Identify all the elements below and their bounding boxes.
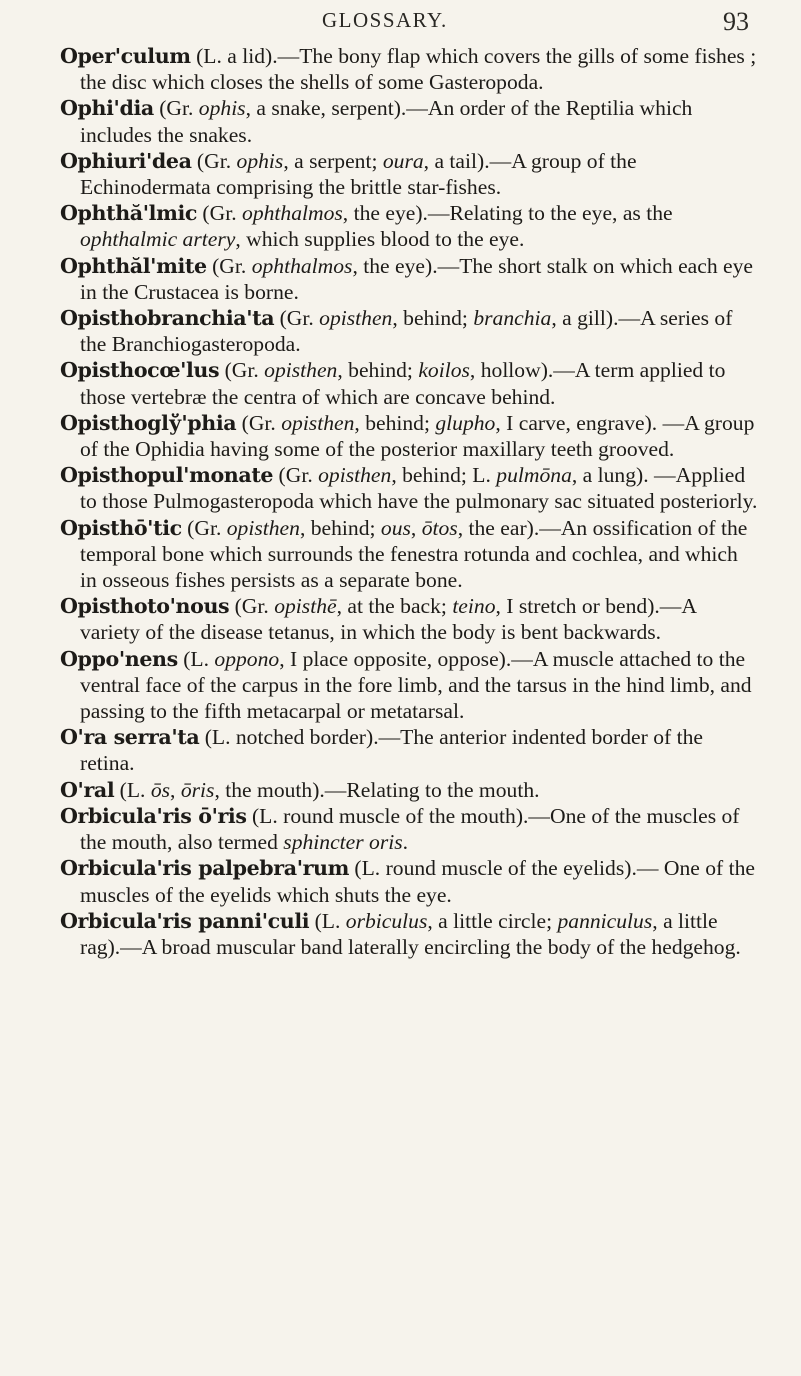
entry-headword: Orbicula'ris panni'culi bbox=[60, 908, 310, 933]
glossary-entry bbox=[60, 593, 758, 645]
entry-definition-text: , a serpent; bbox=[283, 148, 383, 173]
entry-term-italic: teino bbox=[452, 594, 496, 619]
entry-definition-text: , a lung). —Applied to those Pulmogasteropoda which have the pulmonary sac situated posteriorly. bbox=[80, 463, 758, 514]
entry-definition-text: , which supplies blood to the eye. bbox=[235, 227, 525, 252]
entry-definition-text: (Gr. bbox=[206, 253, 252, 278]
entry-definition-text: (Gr. bbox=[229, 594, 275, 619]
entry-definition-text: , behind; bbox=[337, 358, 419, 383]
entry-term-italic: ophis bbox=[236, 148, 284, 173]
entry-definition-text: , bbox=[170, 777, 181, 802]
glossary-entry bbox=[60, 148, 758, 200]
entry-term-italic: ōs bbox=[150, 777, 171, 802]
entry-headword: Ophiuri'dea bbox=[60, 148, 192, 173]
glossary-entry bbox=[60, 724, 758, 776]
glossary-entry bbox=[60, 253, 758, 305]
entry-term-italic: sphincter oris bbox=[283, 830, 403, 855]
entry-headword: Ophthă'lmic bbox=[60, 201, 198, 226]
entry-definition-text: (L. bbox=[114, 777, 151, 802]
running-head bbox=[0, 6, 801, 40]
entry-headword: Opisthopul'monate bbox=[60, 463, 274, 488]
entry-definition-text: , the mouth).—Relating to the mouth. bbox=[214, 777, 540, 802]
entry-definition-text: , hollow).—A term applied to those vertebræ the centra of which are concave behind. bbox=[80, 358, 726, 409]
entry-definition-text: (Gr. bbox=[219, 358, 265, 383]
entry-term-italic: ophthalmos bbox=[242, 201, 343, 226]
entry-definition-text: , the ear).—An ossification of the temporal bone which surrounds the fenestra rotunda and cochlea, and which in osseous fishes persists as a separate bone. bbox=[80, 515, 748, 593]
entry-term-italic: opisthen bbox=[319, 306, 393, 331]
glossary-entry bbox=[60, 95, 758, 147]
entry-definition-text: (L. round muscle of the eyelids).— One of the muscles of the eyelids which shuts the eye. bbox=[80, 856, 755, 907]
entry-definition-text: , I carve, engrave). —A group of the Ophidia having some of the posterior maxillary teeth grooved. bbox=[80, 410, 755, 462]
entry-definition-text: , at the back; bbox=[336, 594, 453, 619]
glossary-entries bbox=[60, 43, 758, 960]
entry-definition-text: , behind; bbox=[299, 515, 381, 540]
glossary-entry bbox=[60, 777, 758, 803]
entry-term-italic: oppono bbox=[214, 646, 280, 671]
entry-term-italic: opisthē bbox=[274, 594, 337, 619]
entry-definition-text: , bbox=[410, 515, 422, 540]
glossary-entry bbox=[60, 200, 758, 252]
entry-term-italic: orbiculus bbox=[345, 908, 428, 933]
entry-headword: Ophthăl'mite bbox=[60, 253, 207, 278]
entry-term-italic: opisthen bbox=[318, 463, 392, 488]
entry-definition-text: , behind; L. bbox=[391, 463, 497, 488]
entry-headword: Opisthocœ'lus bbox=[60, 358, 220, 383]
entry-definition-text: , a little rag).—A broad muscular band laterally encircling the body of the hedgehog. bbox=[80, 908, 741, 959]
entry-definition-text: (L. a lid).—The bony flap which covers the gills of some fishes ; the disc which closes the shells of some Gasteropoda. bbox=[80, 44, 757, 95]
glossary-entry bbox=[60, 410, 758, 462]
glossary-entry bbox=[60, 357, 758, 409]
entry-term-italic: ophthalmic artery bbox=[80, 227, 236, 252]
entry-headword: O'ral bbox=[60, 777, 115, 802]
glossary-entry bbox=[60, 515, 758, 594]
entry-definition-text: (Gr. bbox=[273, 463, 319, 488]
glossary-entry bbox=[60, 646, 758, 725]
entry-headword: Opisthoglў'phia bbox=[60, 410, 237, 435]
glossary-entry bbox=[60, 305, 758, 357]
entry-headword: Orbicula'ris palpebra'rum bbox=[60, 856, 350, 881]
entry-headword: Opisthoto'nous bbox=[60, 594, 230, 619]
entry-term-italic: ous bbox=[380, 515, 411, 540]
entry-definition-text: , a snake, serpent).—An order of the Reptilia which includes the snakes. bbox=[80, 96, 693, 147]
entry-definition-text: (L. notched border).—The anterior indented border of the retina. bbox=[80, 725, 703, 776]
entry-term-italic: ōtos bbox=[421, 515, 458, 540]
entry-definition-text: , I place opposite, oppose).—A muscle attached to the ventral face of the carpus in the fore limb, and the tarsus in the hind limb, and passing to the fifth metacarpal or metatarsal. bbox=[80, 646, 752, 724]
entry-term-italic: ophthalmos bbox=[251, 253, 353, 278]
entry-definition-text: , I stretch or bend).—A variety of the disease tetanus, in which the body is bent backwards. bbox=[80, 594, 696, 645]
entry-term-italic: opisthen bbox=[226, 515, 300, 540]
entry-headword: Oper'culum bbox=[60, 44, 191, 68]
entry-definition-text: (Gr. bbox=[197, 201, 243, 226]
entry-headword: Opisthō'tic bbox=[60, 515, 182, 540]
entry-headword: Oppo'nens bbox=[60, 646, 178, 671]
entry-definition-text: (Gr. bbox=[181, 515, 227, 540]
entry-headword: Opisthobranchia'ta bbox=[60, 306, 275, 331]
entry-term-italic: koilos bbox=[418, 358, 470, 383]
entry-definition-text: , behind; bbox=[354, 410, 436, 435]
entry-definition-text: (L. bbox=[177, 646, 215, 671]
entry-headword: O'ra serra'ta bbox=[60, 725, 200, 750]
entry-term-italic: oura bbox=[382, 148, 424, 173]
glossary-entry bbox=[60, 855, 758, 907]
page-number: 93 bbox=[723, 7, 749, 36]
glossary-entry bbox=[60, 803, 758, 855]
glossary-entry bbox=[60, 43, 758, 95]
entry-term-italic: opisthen bbox=[264, 358, 338, 383]
entry-definition-text: (Gr. bbox=[153, 96, 199, 121]
glossary-entry bbox=[60, 908, 758, 960]
entry-definition-text: , a tail).—A group of the Echinodermata comprising the brittle star-fishes. bbox=[80, 148, 637, 200]
running-title: GLOSSARY. bbox=[322, 8, 448, 32]
entry-definition-text: , the eye).—Relating to the eye, as the bbox=[342, 201, 673, 226]
entry-definition-text: , a little circle; bbox=[427, 908, 558, 933]
entry-headword: Orbicula'ris ō'ris bbox=[60, 803, 247, 828]
entry-term-italic: pulmōna bbox=[496, 463, 572, 488]
entry-term-italic: ophis bbox=[198, 96, 246, 121]
entry-definition-text: (Gr. bbox=[274, 306, 320, 331]
entry-definition-text: , behind; bbox=[392, 306, 474, 331]
entry-definition-text: . bbox=[402, 830, 409, 855]
entry-term-italic: branchia bbox=[473, 306, 552, 331]
entry-headword: Ophi'dia bbox=[60, 96, 154, 121]
entry-term-italic: glupho bbox=[435, 410, 496, 435]
entry-term-italic: panniculus bbox=[557, 908, 653, 933]
entry-term-italic: ōris bbox=[180, 777, 215, 802]
entry-definition-text: (Gr. bbox=[191, 148, 237, 173]
glossary-entry bbox=[60, 462, 758, 514]
entry-term-italic: opisthen bbox=[281, 410, 355, 435]
entry-definition-text: (Gr. bbox=[236, 410, 282, 435]
entry-definition-text: (L. bbox=[309, 908, 346, 933]
entry-definition-text: , the eye).—The short stalk on which each eye in the Crustacea is borne. bbox=[80, 253, 754, 304]
entry-definition-text: (L. round muscle of the mouth).—One of the muscles of the mouth, also termed bbox=[80, 803, 740, 855]
entry-definition-text: , a gill).—A series of the Branchiogasteropoda. bbox=[80, 306, 733, 357]
